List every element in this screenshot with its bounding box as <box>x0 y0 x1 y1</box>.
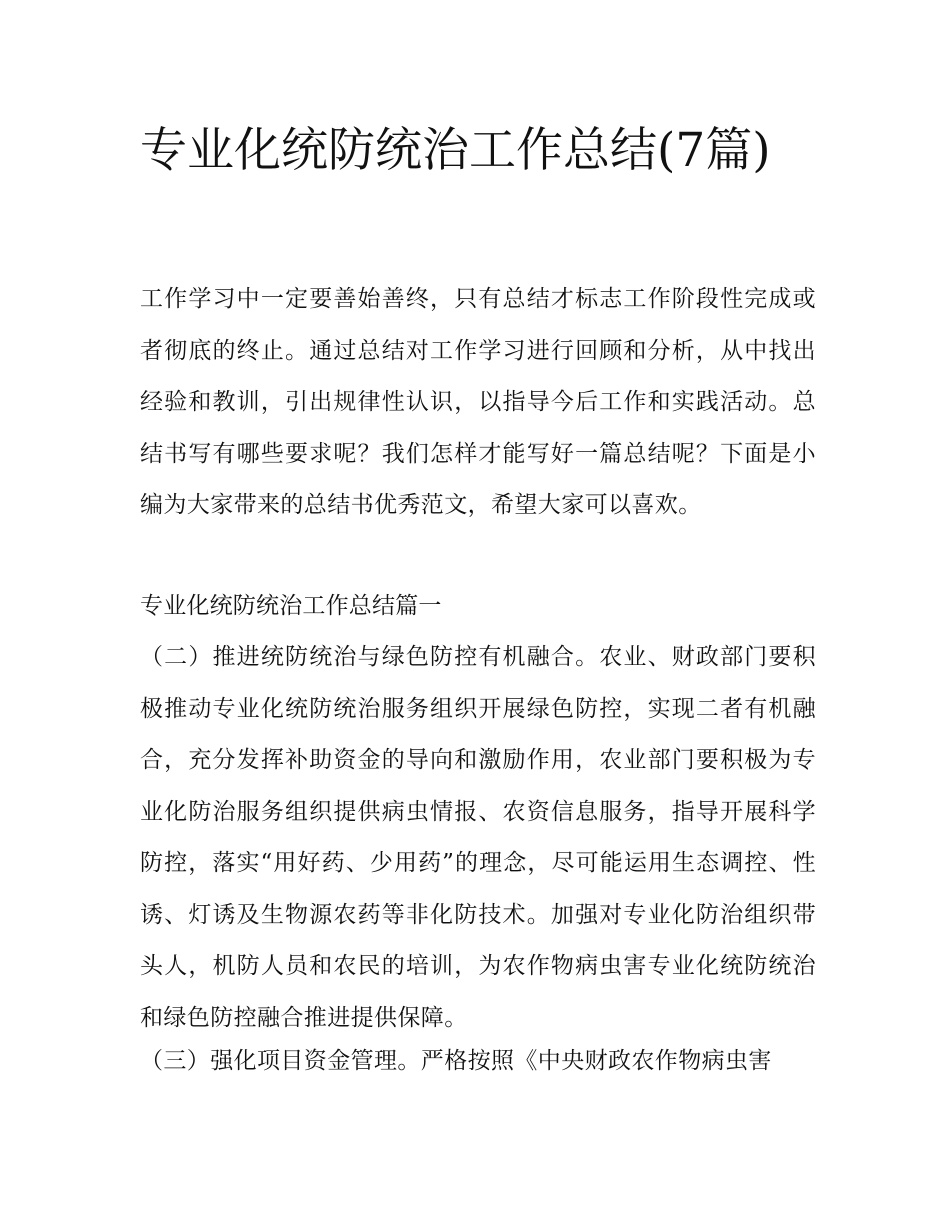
body-paragraph-3: （三）强化项目资金管理。严格按照《中央财政农作物病虫害 <box>140 1048 772 1074</box>
document-title: 专业化统防统治工作总结(7篇) <box>140 123 771 178</box>
intro-paragraph: 工作学习中一定要善始善终，只有总结才标志工作阶段性完成或者彻底的终止。通过总结对工作学习进行回顾和分析，从中找出经验和教训，引出规律性认识，以指导今后工作和实践活动。总结书写有哪些要求呢？我们怎样才能写好一篇总结呢？下面是小编为大家带来的总结书优秀范文，希望大家可以喜欢。 <box>140 286 816 518</box>
body-paragraph-2: （二）推进统防统治与绿色防控有机融合。农业、财政部门要积极推动专业化统防统治服务组织开展绿色防控，实现二者有机融合，充分发挥补助资金的导向和激励作用，农业部门要积极为专业化防治服务组织提供病虫情报、农资信息服务，指导开展科学防控，落实“用好药、少用药”的理念，尽可能运用生态调控、性诱、灯诱及生物源农药等非化防技术。加强对专业化防治组织带头人，机防人员和农民的培训，为农作物病虫害专业化统防统治和绿色防控融合推进提供保障。 <box>140 644 816 1031</box>
section-heading: 专业化统防统治工作总结篇一 <box>140 593 442 619</box>
